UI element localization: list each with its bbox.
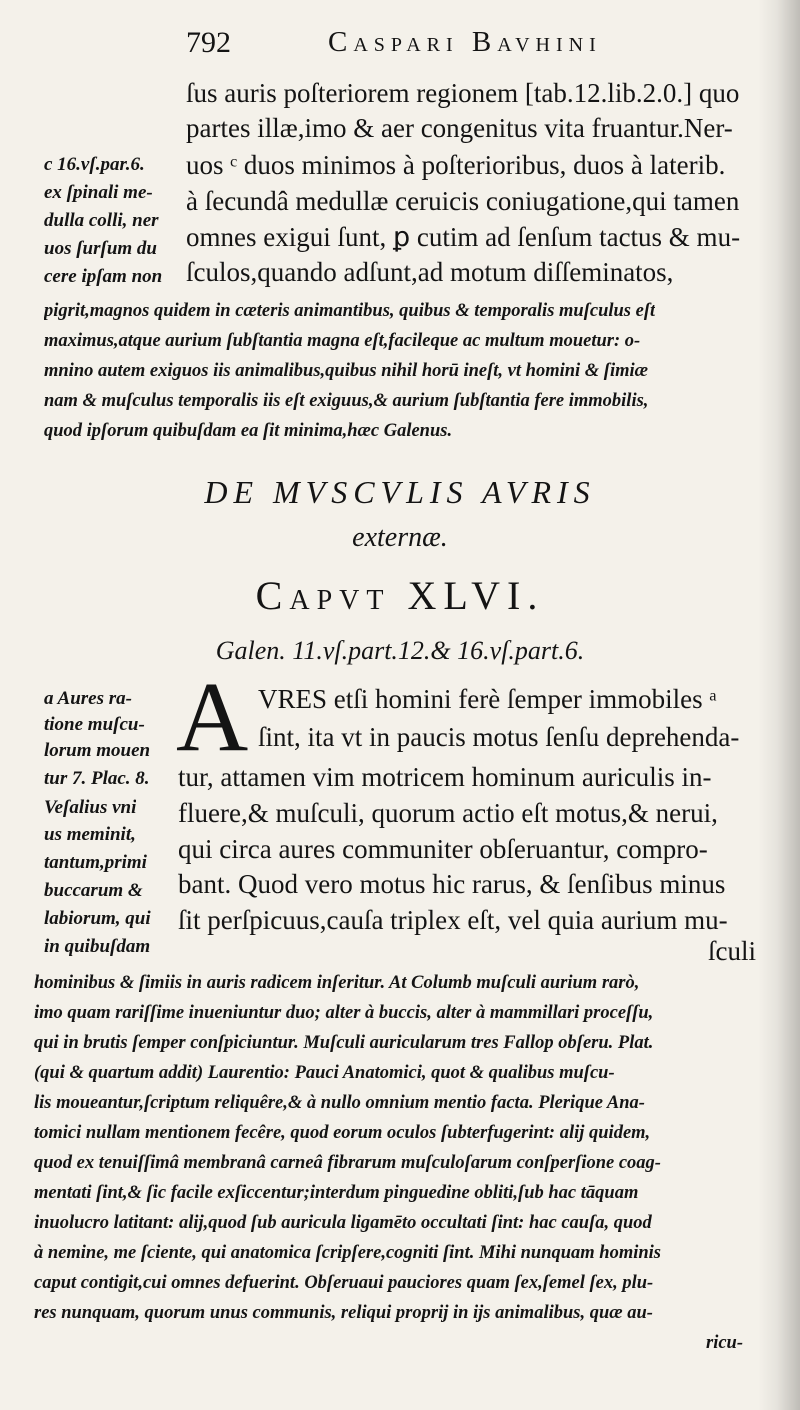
- running-title: Caspari Bavhini: [328, 26, 602, 58]
- margin-note-line: uos ſurſum du: [44, 238, 157, 259]
- chapter-heading: Capvt XLVI.: [255, 573, 545, 618]
- commentary-line: qui in brutis ſemper conſpiciuntur. Muſculi auricularum tres Fallop obſeru. Plat.: [34, 1033, 654, 1053]
- text-line: ſint, ita vt in paucis motus ſenſu deprehenda-: [258, 722, 740, 752]
- margin-note-line: labiorum, qui: [44, 908, 151, 929]
- margin-note-line: dulla colli, ner: [44, 210, 159, 231]
- commentary-line: maximus,atque aurium ſubſtantia magna eſt,facileque ac multum mouetur: o-: [44, 331, 641, 351]
- source-reference: Galen. 11.vſ.part.12.& 16.vſ.part.6.: [215, 636, 585, 665]
- commentary-line: à nemine, me ſciente, qui anatomica ſcripſere,cogniti ſint. Mihi nunquam hominis: [34, 1243, 661, 1263]
- commentary-line: hominibus & ſimiis in auris radicem inſeritur. At Columb muſculi aurium rarò,: [34, 973, 640, 993]
- commentary-line: nam & muſculus temporalis iis eſt exiguus,& aurium ſubſtantia fere immobilis,: [44, 391, 649, 411]
- text-line: bant. Quod vero motus hic rarus, & ſenſibus minus: [178, 869, 726, 899]
- commentary-line: tomici nullam mentionem fecêre, quod eorum oculos ſubterfugerint: alij quidem,: [34, 1123, 651, 1143]
- commentary-line: lis moueantur,ſcriptum reliquêre,& à nullo omnium mentio facta. Plerique Ana-: [34, 1093, 645, 1113]
- page-gutter-shadow: [758, 0, 800, 1410]
- drop-cap: A: [176, 661, 249, 772]
- text-line: à ſecundâ medullæ ceruicis coniugatione,qui tamen: [186, 186, 740, 216]
- text-line: tur, attamen vim motricem hominum auriculis in-: [178, 762, 712, 792]
- margin-note-line: us meminit,: [44, 824, 136, 845]
- catchword: ricu-: [706, 1333, 743, 1353]
- margin-note-line: tur 7. Plac. 8.: [44, 768, 150, 789]
- commentary-line: mnino autem exiguos iis animalibus,quibus nihil horū ineſt, vt homini & ſimiæ: [44, 361, 648, 381]
- page-number: 792: [186, 26, 231, 59]
- margin-note-line: Veſalius vni: [44, 797, 137, 818]
- commentary-line: mentati ſint,& ſic facile exſiccentur;interdum pinguedine obliti,ſub hac tāquam: [34, 1183, 639, 1203]
- commentary-line: caput contigit,cui omnes defuerint. Obſeruaui pauciores quam ſex,ſemel ſex, plu-: [34, 1273, 654, 1293]
- margin-note-line: cere ipſam non: [44, 266, 163, 287]
- text-line: omnes exigui ſunt, ꝑ cutim ad ſenſum tactus & mu-: [186, 222, 741, 252]
- section-title: DE MVSCVLIS AVRIS: [204, 474, 596, 510]
- margin-note-line: ex ſpinali me-: [44, 182, 153, 203]
- text-line: fluere,& muſculi, quorum actio eſt motus,& nerui,: [178, 798, 718, 828]
- section-subtitle: externæ.: [352, 522, 448, 553]
- commentary-line: res nunquam, quorum unus communis, reliqui proprij in ijs animalibus, quæ au-: [34, 1303, 653, 1323]
- commentary-line: quod ipſorum quibuſdam ea ſit minima,hæc Galenus.: [44, 421, 453, 441]
- text-line: ſus auris poſteriorem regionem [tab.12.lib.2.0.] quo: [186, 78, 740, 108]
- text-line: ſculos,quando adſunt,ad motum diſſeminatos,: [186, 257, 674, 287]
- text-line: qui circa aures communiter obſeruantur, compro-: [178, 834, 708, 864]
- margin-note-line: tione muſcu-: [44, 714, 145, 735]
- text-line: uos ᶜ duos minimos à poſterioribus, duos à laterib.: [186, 150, 726, 180]
- page-header: [186, 22, 746, 62]
- margin-note-line: tantum,primi: [44, 852, 147, 873]
- text-line: partes illæ,imo & aer congenitus vita fruantur.Ner-: [186, 113, 733, 143]
- commentary-line: pigrit,magnos quidem in cæteris animantibus, quibus & temporalis muſculus eſt: [44, 301, 656, 321]
- text-line: ſit perſpicuus,cauſa triplex eſt, vel quia aurium mu-: [178, 905, 728, 935]
- margin-note-line: a Aures ra-: [44, 688, 132, 709]
- margin-note-line: c 16.vſ.par.6.: [44, 154, 145, 175]
- commentary-line: inuolucro latitant: alij,quod ſub auricula ligamēto occultati ſint: hac cauſa, quod: [34, 1213, 652, 1233]
- commentary-line: (qui & quartum addit) Laurentio: Pauci Anatomici, quot & qualibus muſcu-: [34, 1063, 615, 1083]
- margin-note-line: lorum mouen: [44, 740, 151, 761]
- commentary-line: quod ex tenuiſſimâ membranâ carneâ fibrarum muſculoſarum conſperſione coag-: [34, 1153, 661, 1173]
- text-line: VRES etſi homini ferè ſemper immobiles ᵃ: [258, 684, 717, 714]
- commentary-line: imo quam rariſſime inueniuntur duo; alter à buccis, alter à mammillari proceſſu,: [34, 1003, 654, 1023]
- margin-note-line: in quibuſdam: [44, 936, 151, 957]
- margin-note-line: buccarum &: [44, 880, 143, 901]
- text-line: ſculi: [708, 936, 756, 966]
